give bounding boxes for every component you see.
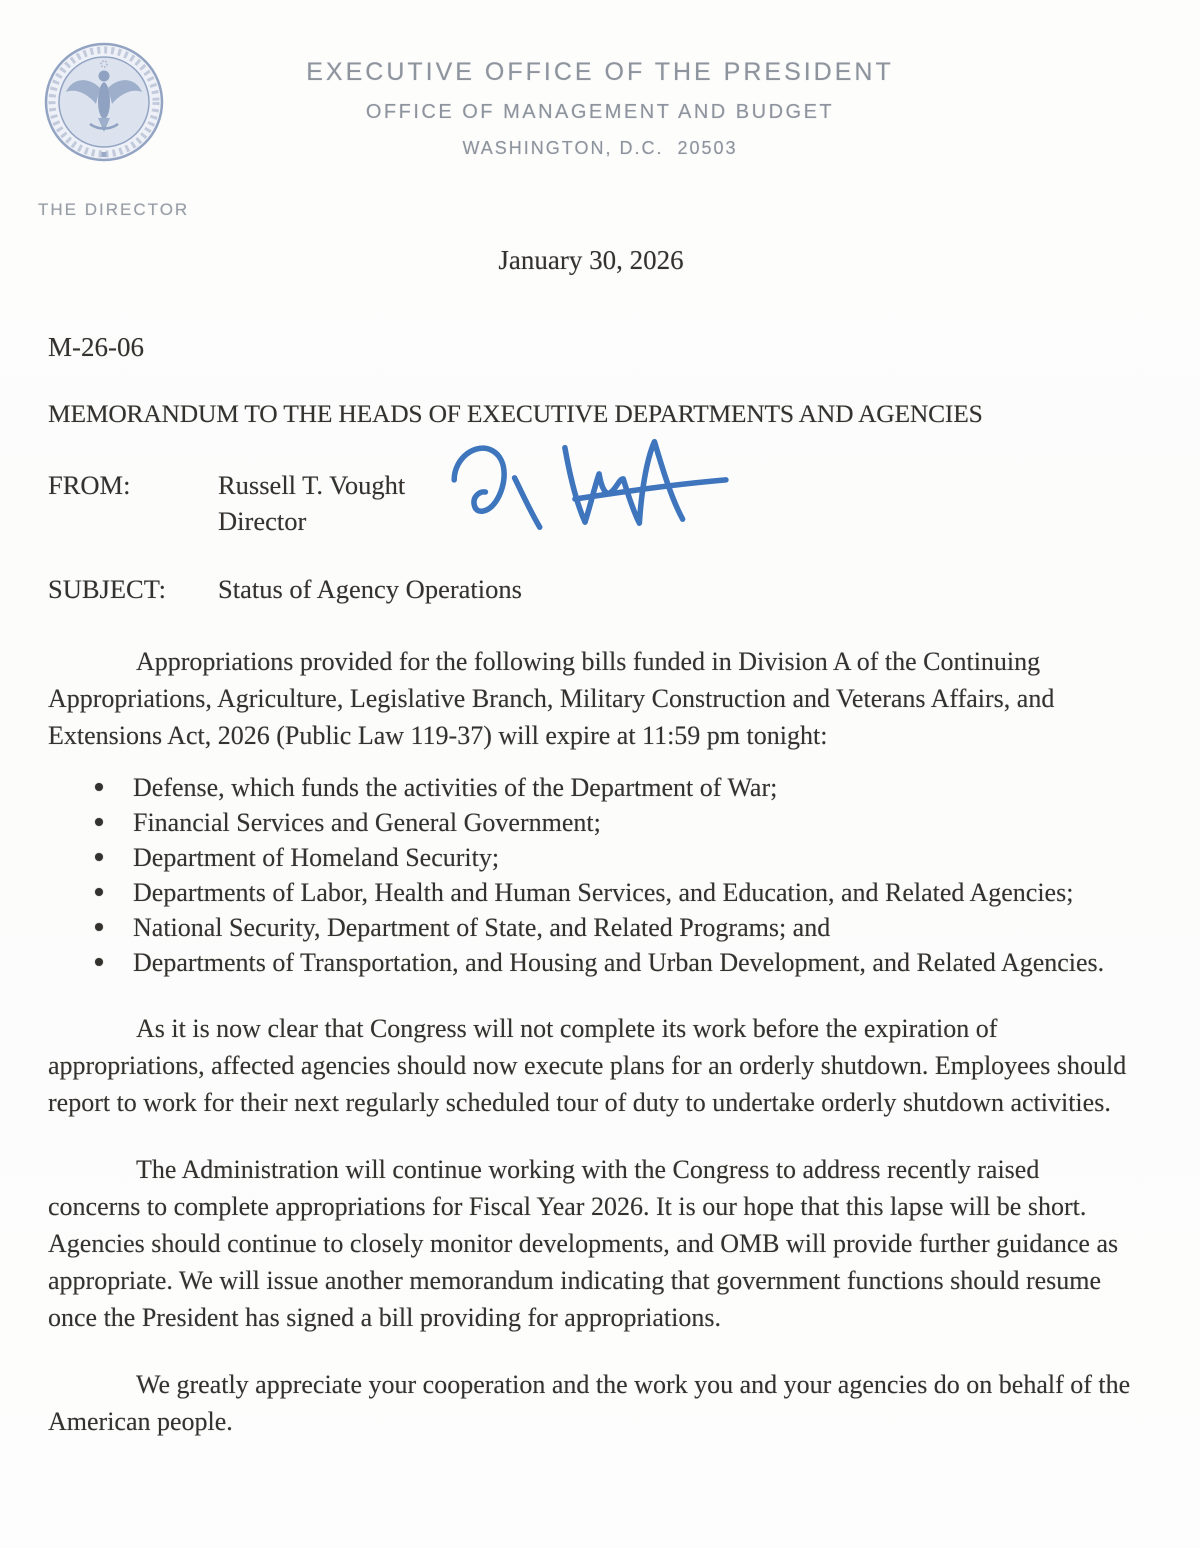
memo-body: [48, 245, 1134, 1440]
paragraph-shutdown: As it is now clear that Congress will not complete its work before the expiration of appropriations, affected agencies should now execute plans for an orderly shutdown. Employees should report to work for their next regularly scheduled tour of duty to undertake orderly shutdown activities.: [48, 1014, 1127, 1117]
from-name: Russell T. Vought: [218, 470, 406, 500]
list-item: Departments of Transportation, and Housing and Urban Development, and Related Agencies.: [48, 945, 1134, 980]
director-label: THE DIRECTOR: [38, 200, 190, 219]
letterhead-line1: EXECUTIVE OFFICE OF THE PRESIDENT: [306, 58, 894, 86]
paragraph-appreciation: We greatly appreciate your cooperation and the work you and your agencies do on behalf of the American people.: [48, 1370, 1131, 1436]
letterhead-line2: OFFICE OF MANAGEMENT AND BUDGET: [365, 101, 835, 123]
subject-value: Status of Agency Operations: [218, 574, 522, 604]
from-value: [218, 467, 1134, 539]
memo-date: January 30, 2026: [498, 245, 684, 275]
list-item: Department of Homeland Security;: [48, 840, 1134, 875]
letterhead-line3: WASHINGTON, D.C. 20503: [462, 138, 738, 158]
list-item: Defense, which funds the activities of the Department of War;: [48, 770, 1134, 805]
letterhead: [0, 58, 1200, 159]
from-title: Director: [218, 506, 307, 536]
memo-heading: MEMORANDUM TO THE HEADS OF EXECUTIVE DEPARTMENTS AND AGENCIES: [48, 399, 983, 428]
subject-label: SUBJECT:: [48, 574, 166, 604]
paragraph-appropriations: Appropriations provided for the following bills funded in Division A of the Continuing Appropriations, Agriculture, Legislative Branch, Military Construction and Veterans Affairs, and Extensions Act, 2026 (Public Law 119-37) will expire at 11:59 pm tonight:: [48, 647, 1055, 750]
list-item: Financial Services and General Government;: [48, 805, 1134, 840]
expiring-bills-list: [48, 770, 1134, 980]
paragraph-administration: The Administration will continue working with the Congress to address recently raised concerns to complete appropriations for Fiscal Year 2026. It is our hope that this lapse will be short. Agencies should continue to closely monitor developments, and OMB will provide further guidance as appropriate. We will issue another memorandum indicating that government functions should resume once the President has signed a bill providing for appropriations.: [48, 1155, 1119, 1332]
from-label: FROM:: [48, 470, 131, 500]
list-item: Departments of Labor, Health and Human Services, and Education, and Related Agencies;: [48, 875, 1134, 910]
subject-block: [48, 571, 1134, 607]
from-block: [48, 467, 1134, 539]
list-item: National Security, Department of State, and Related Programs; and: [48, 910, 1134, 945]
memo-number: M-26-06: [48, 332, 144, 362]
